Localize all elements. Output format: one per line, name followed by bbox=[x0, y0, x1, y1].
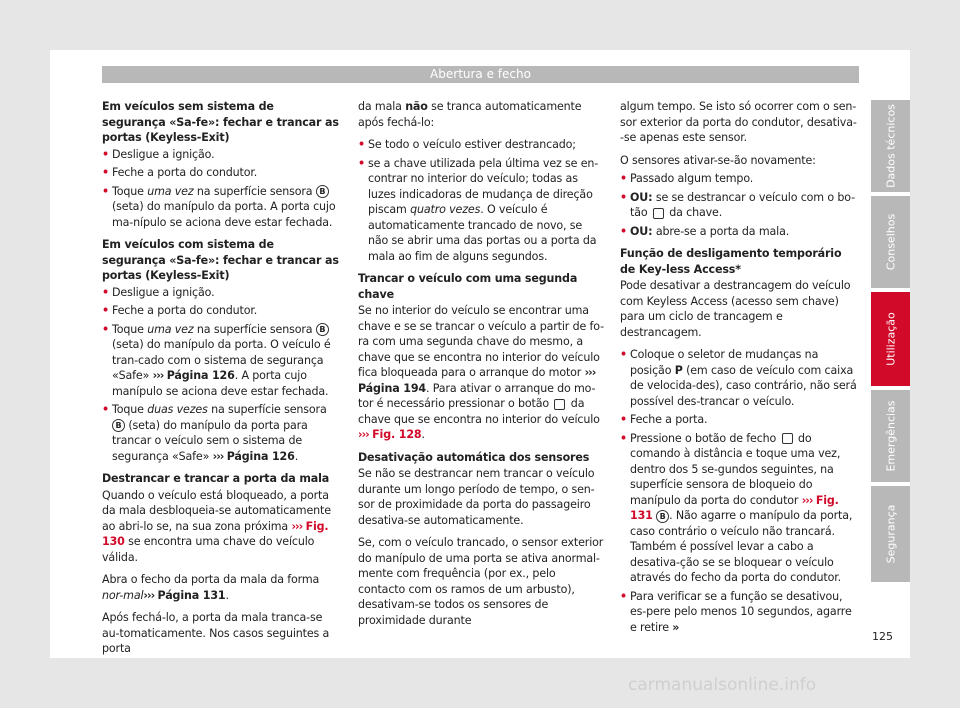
paragraph bbox=[102, 488, 340, 566]
text-run: nor-mal bbox=[102, 588, 144, 602]
text-run: do comando à distância e toque uma vez, dentro dos 5 se-gundos seguintes, na superfície sensora de bloqueio do manípulo da porta do condutor bbox=[630, 431, 841, 507]
text-run: abre-se a porta da mala. bbox=[652, 224, 790, 238]
text-run: (em caso de veículo com caixa de velocida-des), caso contrário, não será possível des-trancar o veículo. bbox=[630, 363, 857, 408]
page-reference: Página 126 bbox=[166, 369, 235, 382]
text-run: da mala bbox=[358, 100, 406, 113]
text-run: não bbox=[405, 100, 428, 113]
sensor-marker-b: B bbox=[316, 323, 329, 336]
text-run: se se destrancar o veículo com o bo-tão bbox=[630, 190, 855, 219]
text-run: Quando o veículo está bloqueado, a porta da mala desbloqueia-se automaticamente ao abri-lo se, na sua zona próxima bbox=[102, 488, 331, 533]
text-run: Passado algum tempo. bbox=[630, 172, 754, 185]
page-reference: Página 194 bbox=[358, 381, 426, 395]
text-run: (seta) do manípulo da porta. A porta cujo ma-nípulo se aciona deve estar fechada. bbox=[112, 200, 336, 229]
text-run: OU: bbox=[630, 190, 653, 204]
text-run: Feche a porta. bbox=[630, 413, 708, 426]
sensor-marker-b: B bbox=[656, 510, 669, 523]
sensor-marker-b: B bbox=[316, 185, 329, 198]
column-1 bbox=[102, 99, 340, 664]
heading-keyless-deactivation: Função de desligamento temporário de Key-less Access* bbox=[620, 247, 842, 276]
text-run: na superfície sensora bbox=[193, 322, 316, 336]
page-reference: Página 131 bbox=[157, 588, 226, 602]
text-run: . bbox=[294, 449, 299, 463]
tab-conselhos[interactable] bbox=[871, 196, 910, 288]
text-run: se a chave utilizada pela última vez se en-contrar no interior do veículo; todas as luzes indicadoras de mudança de direção piscam bbox=[368, 156, 599, 216]
text-run: Dados técnicos bbox=[884, 104, 897, 188]
text-run: . Não agarre o manípulo da porta, caso contrário o veículo não trancará. Também é possível levar a cabo a desativa-ção se se bloquear o veículo através do fecho da porta do condutor. bbox=[630, 509, 853, 584]
paragraph: algum tempo. Se isto só ocorrer com o sen-sor exterior da porta do condutor, desativa--se apenas este sensor. bbox=[620, 100, 857, 144]
text-run: Se no interior do veículo se encontrar uma chave e se se trancar o veículo a partir de fo-ra com uma segunda chave do mesmo, a chave que se encontra no interior do veículo fica bloqueada para o arranque do motor bbox=[358, 304, 604, 379]
heading-without-safe: Em veículos sem sistema de segurança «Sa-fe»: fechar e trancar as portas (Keyless-Exit) bbox=[102, 100, 339, 144]
heading-with-safe: Em veículos com sistema de segurança «Sa-fe»: fechar e trancar as portas (Keyless-Exit) bbox=[102, 238, 339, 282]
text-run: Se todo o veículo estiver destrancado; bbox=[368, 138, 576, 151]
tab-emergencias[interactable] bbox=[871, 390, 910, 482]
list-item bbox=[620, 347, 860, 409]
text-run: Utilização bbox=[884, 312, 897, 366]
section-header: Abertura e fecho bbox=[102, 66, 859, 83]
text-run: P bbox=[674, 363, 683, 377]
text-run: ››› bbox=[584, 366, 596, 379]
text-run: na superfície sensora bbox=[207, 403, 327, 416]
text-run: . A porta cujo manípulo se aciona deve estar fechada. bbox=[112, 369, 329, 398]
lock-icon bbox=[782, 433, 793, 444]
figure-link[interactable]: Fig. 128 bbox=[372, 428, 422, 441]
continue-arrow: » bbox=[672, 620, 680, 634]
text-run: se tranca automaticamente após fechá-lo: bbox=[358, 100, 582, 129]
list-item bbox=[102, 184, 340, 231]
column-2 bbox=[358, 99, 604, 635]
page-reference: Página 126 bbox=[226, 449, 295, 463]
text-run: Feche a porta do condutor. bbox=[112, 166, 258, 179]
list-item bbox=[620, 431, 860, 586]
text-run: Toque bbox=[112, 322, 148, 336]
text-run: uma vez bbox=[147, 322, 194, 336]
list-item bbox=[620, 589, 860, 636]
heading-second-key: Trancar o veículo com uma segunda chave bbox=[358, 272, 578, 301]
text-run: (seta) do manípulo da porta para trancar o veículo sem o sistema de segurança «Safe» bbox=[112, 418, 308, 463]
sensor-marker-b: B bbox=[112, 419, 125, 432]
unlock-icon bbox=[554, 399, 565, 410]
text-run: uma vez bbox=[147, 184, 194, 198]
paragraph: O sensores ativar-se-ão novamente: bbox=[620, 153, 816, 167]
text-run: Coloque o seletor de mudanças na posição bbox=[630, 348, 819, 377]
tab-utilizacao[interactable] bbox=[871, 292, 910, 386]
text-run: quatro vezes bbox=[410, 203, 481, 216]
text-run: Toque bbox=[112, 184, 148, 198]
figure-link[interactable]: Fig. 131 bbox=[630, 493, 839, 522]
text-run: duas vezes bbox=[147, 403, 208, 416]
text-run: ››› bbox=[152, 369, 164, 382]
text-run: . O veículo é automaticamente trancado de novo, se não se abrir uma das portas ou a porta da mala ao fim de alguns segundos. bbox=[368, 203, 597, 263]
list-item bbox=[358, 156, 604, 265]
text-run: Desligue a ignição. bbox=[112, 147, 215, 161]
text-run: . bbox=[421, 428, 425, 441]
list-item bbox=[620, 224, 860, 240]
text-run: Desligue a ignição. bbox=[112, 285, 215, 299]
watermark: carmanualsonline.info bbox=[628, 675, 817, 695]
text-run: na superfície sensora bbox=[193, 184, 316, 198]
list-item bbox=[358, 137, 604, 153]
text-run: ››› bbox=[212, 449, 224, 463]
figure-link[interactable]: Fig. 130 bbox=[102, 519, 329, 548]
unlock-icon bbox=[653, 208, 664, 219]
paragraph: Pode desativar a destrancagem do veículo com Keyless Access (acesso sem chave) para um ciclo de trancagem e destrancagem. bbox=[620, 279, 851, 339]
heading-boot-lid: Destrancar e trancar a porta da mala bbox=[102, 472, 330, 485]
list-item bbox=[102, 303, 340, 319]
page-number: 125 bbox=[872, 630, 893, 643]
paragraph bbox=[358, 303, 604, 443]
text-run: OU: bbox=[630, 224, 653, 238]
list-item bbox=[102, 147, 340, 163]
text-run: . bbox=[225, 588, 229, 602]
list-item bbox=[620, 171, 860, 187]
text-run: ››› bbox=[291, 519, 303, 533]
list-item bbox=[620, 412, 860, 428]
text-run: Toque bbox=[112, 403, 148, 416]
tab-seguranca[interactable] bbox=[871, 486, 910, 582]
list-item bbox=[102, 285, 340, 301]
text-run: se encontra uma chave do veículo válida. bbox=[102, 535, 315, 564]
text-run: (seta) do manípulo da porta. O veículo é tran-cado com o sistema de segurança «Safe» bbox=[112, 338, 331, 382]
text-run: Pressione o botão de fecho bbox=[630, 431, 780, 445]
text-run: da chave que se encontra no interior do veículo bbox=[358, 397, 600, 426]
text-run: ››› bbox=[358, 428, 369, 441]
text-run: Para verificar se a função se desativou, es-pere pelo menos 10 segundos, agarre e retire bbox=[630, 589, 852, 634]
text-run: Segurança bbox=[884, 504, 897, 564]
list-item bbox=[102, 402, 340, 464]
paragraph: Após fechá-lo, a porta da mala tranca-se au-tomaticamente. Nos casos seguintes a porta bbox=[102, 611, 330, 655]
text-run: da chave. bbox=[665, 206, 723, 219]
text-run: ››› bbox=[801, 493, 813, 507]
list-item bbox=[620, 190, 860, 221]
list-item bbox=[102, 322, 340, 400]
paragraph: Se não se destrancar nem trancar o veículo durante um longo período de tempo, o sen-sor de proximidade da porta do passageiro desativa-se automaticamente. bbox=[358, 467, 595, 527]
paragraph bbox=[102, 572, 340, 603]
text-run: Conselhos bbox=[884, 213, 897, 271]
paragraph: Se, com o veículo trancado, o sensor exterior do manípulo de uma porta se ativa anormal-mente com frequência (por ex., pelo contacto com os ramos de um arbusto), desativam-se todos os sensores de proximidade durante bbox=[358, 536, 604, 627]
text-run: ››› bbox=[143, 588, 155, 602]
heading-sensor-deactivation: Desativação automática dos sensores bbox=[358, 450, 590, 464]
text-run: Feche a porta do condutor. bbox=[112, 304, 258, 317]
list-item bbox=[102, 165, 340, 181]
text-run: Abra o fecho da porta da mala da forma bbox=[102, 573, 320, 586]
paragraph bbox=[358, 99, 604, 130]
column-3 bbox=[620, 99, 860, 638]
tab-dados-tecnicos[interactable] bbox=[871, 100, 910, 192]
text-run: Emergências bbox=[884, 400, 897, 472]
text-run: . Para ativar o arranque do mo-tor é necessário pressionar o botão bbox=[358, 381, 596, 410]
